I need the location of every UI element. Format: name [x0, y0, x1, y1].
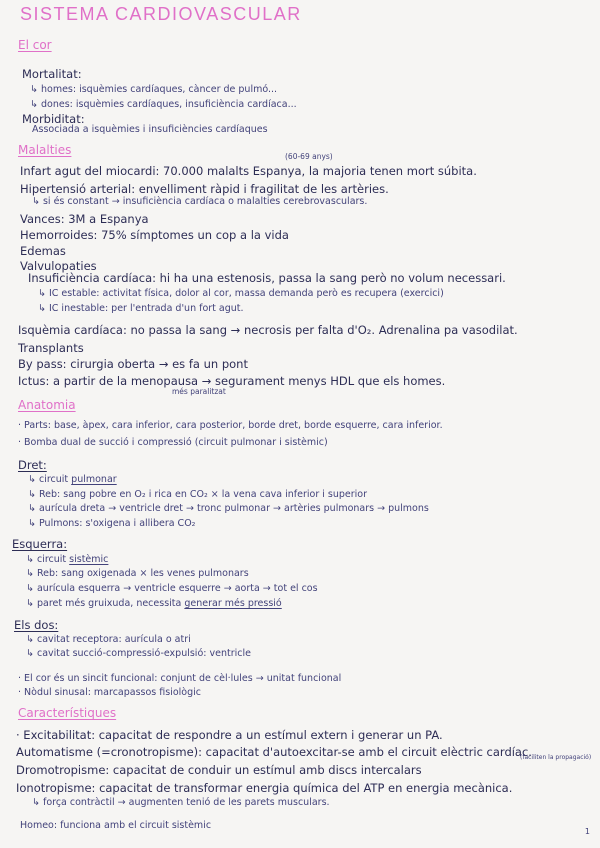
dromotropisme-note: (faciliten la propagació) — [520, 754, 592, 761]
page-title: SISTEMA CARDIOVASCULAR — [20, 4, 302, 24]
bypass-line: By pass: cirurgia oberta → es fa un pont — [18, 357, 248, 371]
edemas-line: Edemas — [20, 244, 66, 258]
esquerra-heading: Esquerra: — [12, 537, 68, 551]
morbiditat-heading: Morbiditat: — [22, 112, 85, 126]
esquerra-paret — [26, 598, 282, 609]
dret-circuit-label: ↳ circuit — [28, 474, 72, 485]
morbiditat-line: Associada a isquèmies i insuficiències cardíaques — [32, 124, 268, 135]
dos-succio: ↳ cavitat succió-compressió-expulsió: ventricle — [26, 648, 251, 659]
homeo-line: Homeo: funciona amb el circuit sistèmic — [20, 820, 212, 831]
dret-pulmons: ↳ Pulmons: s'oxigena i allibera CO₂ — [28, 518, 196, 529]
ionotropisme-sub: ↳ força contràctil → augmenten tenió de les parets musculars. — [32, 797, 330, 808]
isquemia-line: Isquèmia cardíaca: no passa la sang → necrosis per falta d'O₂. Adrenalina pa vasodilat. — [18, 323, 518, 337]
hipertensio-sub: ↳ si és constant → insuficiència cardíaca o malalties cerebrovasculars. — [32, 196, 368, 207]
mortalitat-heading: Mortalitat: — [22, 67, 82, 81]
insuficiencia-estable: ↳ IC estable: activitat física, dolor al cor, massa demanda però es recupera (exercici) — [38, 288, 444, 299]
mortalitat-men: ↳ homes: isquèmies cardíaques, càncer de pulmó... — [30, 84, 278, 95]
infart-age-note: (60-69 anys) — [285, 152, 333, 161]
anatomia-parts: · Parts: base, àpex, cara inferior, cara posterior, borde dret, borde esquerre, cara inferior. — [18, 420, 443, 431]
ictus-note: més paralitzat — [172, 387, 226, 396]
dromotropisme-line: Dromotropisme: capacitat de conduir un estímul amb discs intercalars — [16, 763, 422, 777]
ionotropisme-line: Ionotropisme: capacitat de transformar energia química del ATP en energia mecànica. — [16, 781, 513, 795]
esquerra-paret-value: generar més pressió — [184, 598, 282, 609]
mortalitat-women: ↳ dones: isquèmies cardíaques, insuficiència cardíaca... — [30, 99, 297, 110]
page-number: 1 — [584, 827, 590, 836]
dos-receptora: ↳ cavitat receptora: aurícula o atri — [26, 634, 191, 645]
esquerra-circuit-value: sistèmic — [69, 554, 109, 565]
dret-path: ↳ aurícula dreta → ventricle dret → tronc pulmonar → artèries pulmonars → pulmons — [28, 503, 429, 514]
esquerra-circuit — [26, 554, 108, 565]
automatisme-line: Automatisme (=cronotropisme): capacitat d'autoexcitar-se amb el circuit elèctric cardíac. — [16, 745, 532, 759]
vances-line: Vances: 3M a Espanya — [20, 212, 149, 226]
esquerra-reb: ↳ Reb: sang oxigenada × les venes pulmonars — [26, 568, 249, 579]
insuficiencia-inestable: ↳ IC inestable: per l'entrada d'un fort agut. — [38, 303, 244, 314]
transplants-line: Transplants — [18, 341, 84, 355]
esquerra-path: ↳ aurícula esquerra → ventricle esquerre → aorta → tot el cos — [26, 583, 318, 594]
valvulopaties-line: Valvulopaties — [20, 259, 97, 273]
section-anatomia: Anatomia — [18, 398, 76, 412]
dret-heading: Dret: — [18, 458, 47, 472]
hipertensio-line: Hipertensió arterial: envelliment ràpid i fragilitat de les artèries. — [20, 182, 389, 196]
anatomia-bomba: · Bomba dual de succió i compressió (circuit pulmonar i sistèmic) — [18, 437, 328, 448]
dret-circuit-value: pulmonar — [71, 474, 117, 485]
infart-line: Infart agut del miocardi: 70.000 malalts Espanya, la majoria tenen mort súbita. — [20, 164, 477, 178]
esquerra-paret-label: ↳ paret més gruixuda, necessita — [26, 598, 185, 609]
cor-sincit: · El cor és un sincit funcional: conjunt de cèl·lules → unitat funcional — [18, 673, 342, 684]
esquerra-circuit-label: ↳ circuit — [26, 554, 70, 565]
ictus-line: Ictus: a partir de la menopausa → segurament menys HDL que els homes. — [18, 374, 446, 388]
dos-heading: Els dos: — [14, 618, 59, 632]
excitabilitat-line: · Excitabilitat: capacitat de respondre a un estímul extern i generar un PA. — [16, 728, 443, 742]
section-caracteristiques: Característiques — [18, 706, 117, 720]
section-malalties: Malalties — [18, 143, 72, 157]
dret-circuit — [28, 474, 117, 485]
section-el-cor: El cor — [18, 38, 52, 52]
hemorroides-line: Hemorroides: 75% símptomes un cop a la vida — [20, 228, 289, 242]
nodul-sinusal: · Nòdul sinusal: marcapassos fisiològic — [18, 687, 202, 698]
dret-reb: ↳ Reb: sang pobre en O₂ i rica en CO₂ × la vena cava inferior i superior — [28, 489, 368, 500]
insuficiencia-line: Insuficiència cardíaca: hi ha una estenosis, passa la sang però no volum necessari. — [28, 271, 506, 285]
